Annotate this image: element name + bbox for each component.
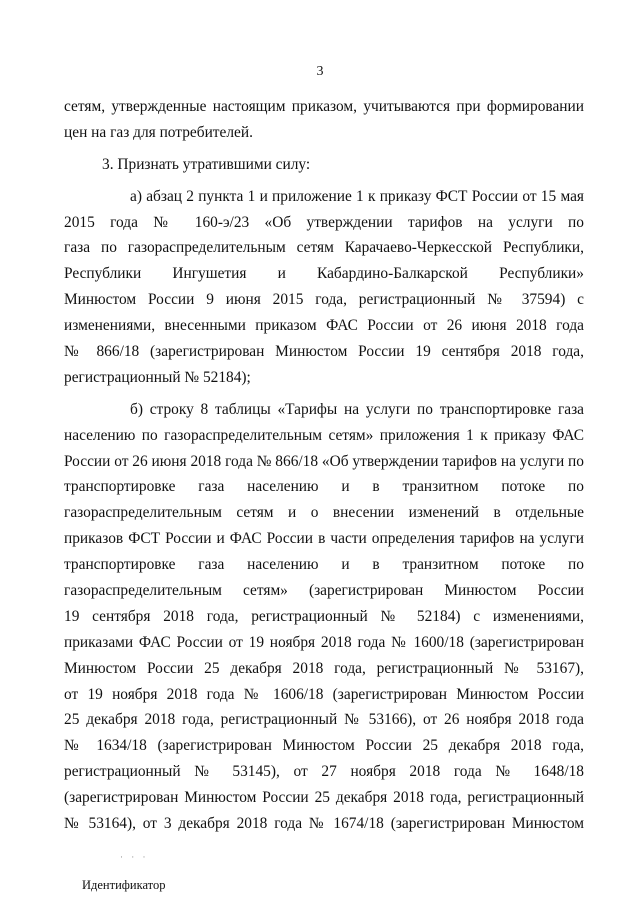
text-line: транспортировке газа населению и в транзитном потоке по	[64, 478, 584, 496]
text-line: 25 декабря 2018 года, регистрационный № 53166), от 26 ноября 2018 года	[64, 711, 584, 729]
text-line: (зарегистрирован Минюстом России 25 декабря 2018 года, регистрационный	[64, 789, 584, 807]
text-line: приказов ФСТ России и ФАС России в части определения тарифов на услуги	[64, 530, 584, 548]
text-line: 2015 года № 160-э/23 «Об утверждении тарифов на услуги по	[64, 213, 584, 231]
text-line: регистрационный № 52184);	[64, 368, 251, 386]
text-line: № 1634/18 (зарегистрирован Минюстом России 25 декабря 2018 года,	[64, 737, 584, 755]
text-line: газораспределительным сетям и о внесении изменений в отдельные	[64, 504, 584, 522]
text-line: а) абзац 2 пункта 1 и приложение 1 к приказу ФСТ России от 15 мая	[130, 187, 584, 205]
footer-identifier: Идентификатор	[82, 878, 166, 892]
text-line: газораспределительным сетям» (зарегистрирован Минюстом России	[64, 582, 584, 600]
text-line: цен на газ для потребителей.	[64, 123, 253, 141]
page-number: 3	[316, 64, 324, 79]
text-line: приказами ФАС России от 19 ноября 2018 года № 1600/18 (зарегистрирован	[64, 633, 584, 651]
text-line: газа по газораспределительным сетям Карачаево-Черкесской Республики,	[64, 239, 584, 257]
text-line: Минюстом России 9 июня 2015 года, регистрационный № 37594) с	[64, 291, 584, 309]
text-line: изменениями, внесенными приказом ФАС России от 26 июня 2018 года	[64, 317, 584, 335]
text-line: 3. Признать утратившими силу:	[102, 155, 311, 173]
text-line: транспортировке газа населению и в транзитном потоке по	[64, 556, 584, 574]
text-line: регистрационный № 53145), от 27 ноября 2018 года № 1648/18	[64, 763, 584, 781]
text-line: Республики Ингушетия и Кабардино-Балкарской Республики»	[64, 265, 584, 283]
text-line: № 866/18 (зарегистрирован Минюстом России 19 сентября 2018 года,	[64, 343, 584, 361]
text-line: сетям, утвержденные настоящим приказом, учитываются при формировании	[64, 98, 584, 115]
text-line: 19 сентября 2018 года, регистрационный № 52184) с изменениями,	[64, 607, 584, 625]
text-line: населению по газораспределительным сетям» приложения 1 к приказу ФАС	[64, 426, 584, 444]
text-line: № 53164), от 3 декабря 2018 года № 1674/18 (зарегистрирован Минюстом	[64, 815, 584, 833]
text-line: России от 26 июня 2018 года № 866/18 «Об утверждении тарифов на услуги по	[64, 452, 584, 470]
document-body	[64, 94, 584, 837]
text-line: б) строку 8 таблицы «Тарифы на услуги по транспортировке газа	[130, 400, 584, 418]
text-line: от 19 ноября 2018 года № 1606/18 (зарегистрирован Минюстом России	[64, 685, 584, 703]
scan-specks: · · ·	[120, 852, 149, 862]
text-line: Минюстом России 25 декабря 2018 года, регистрационный № 53167),	[64, 659, 584, 677]
